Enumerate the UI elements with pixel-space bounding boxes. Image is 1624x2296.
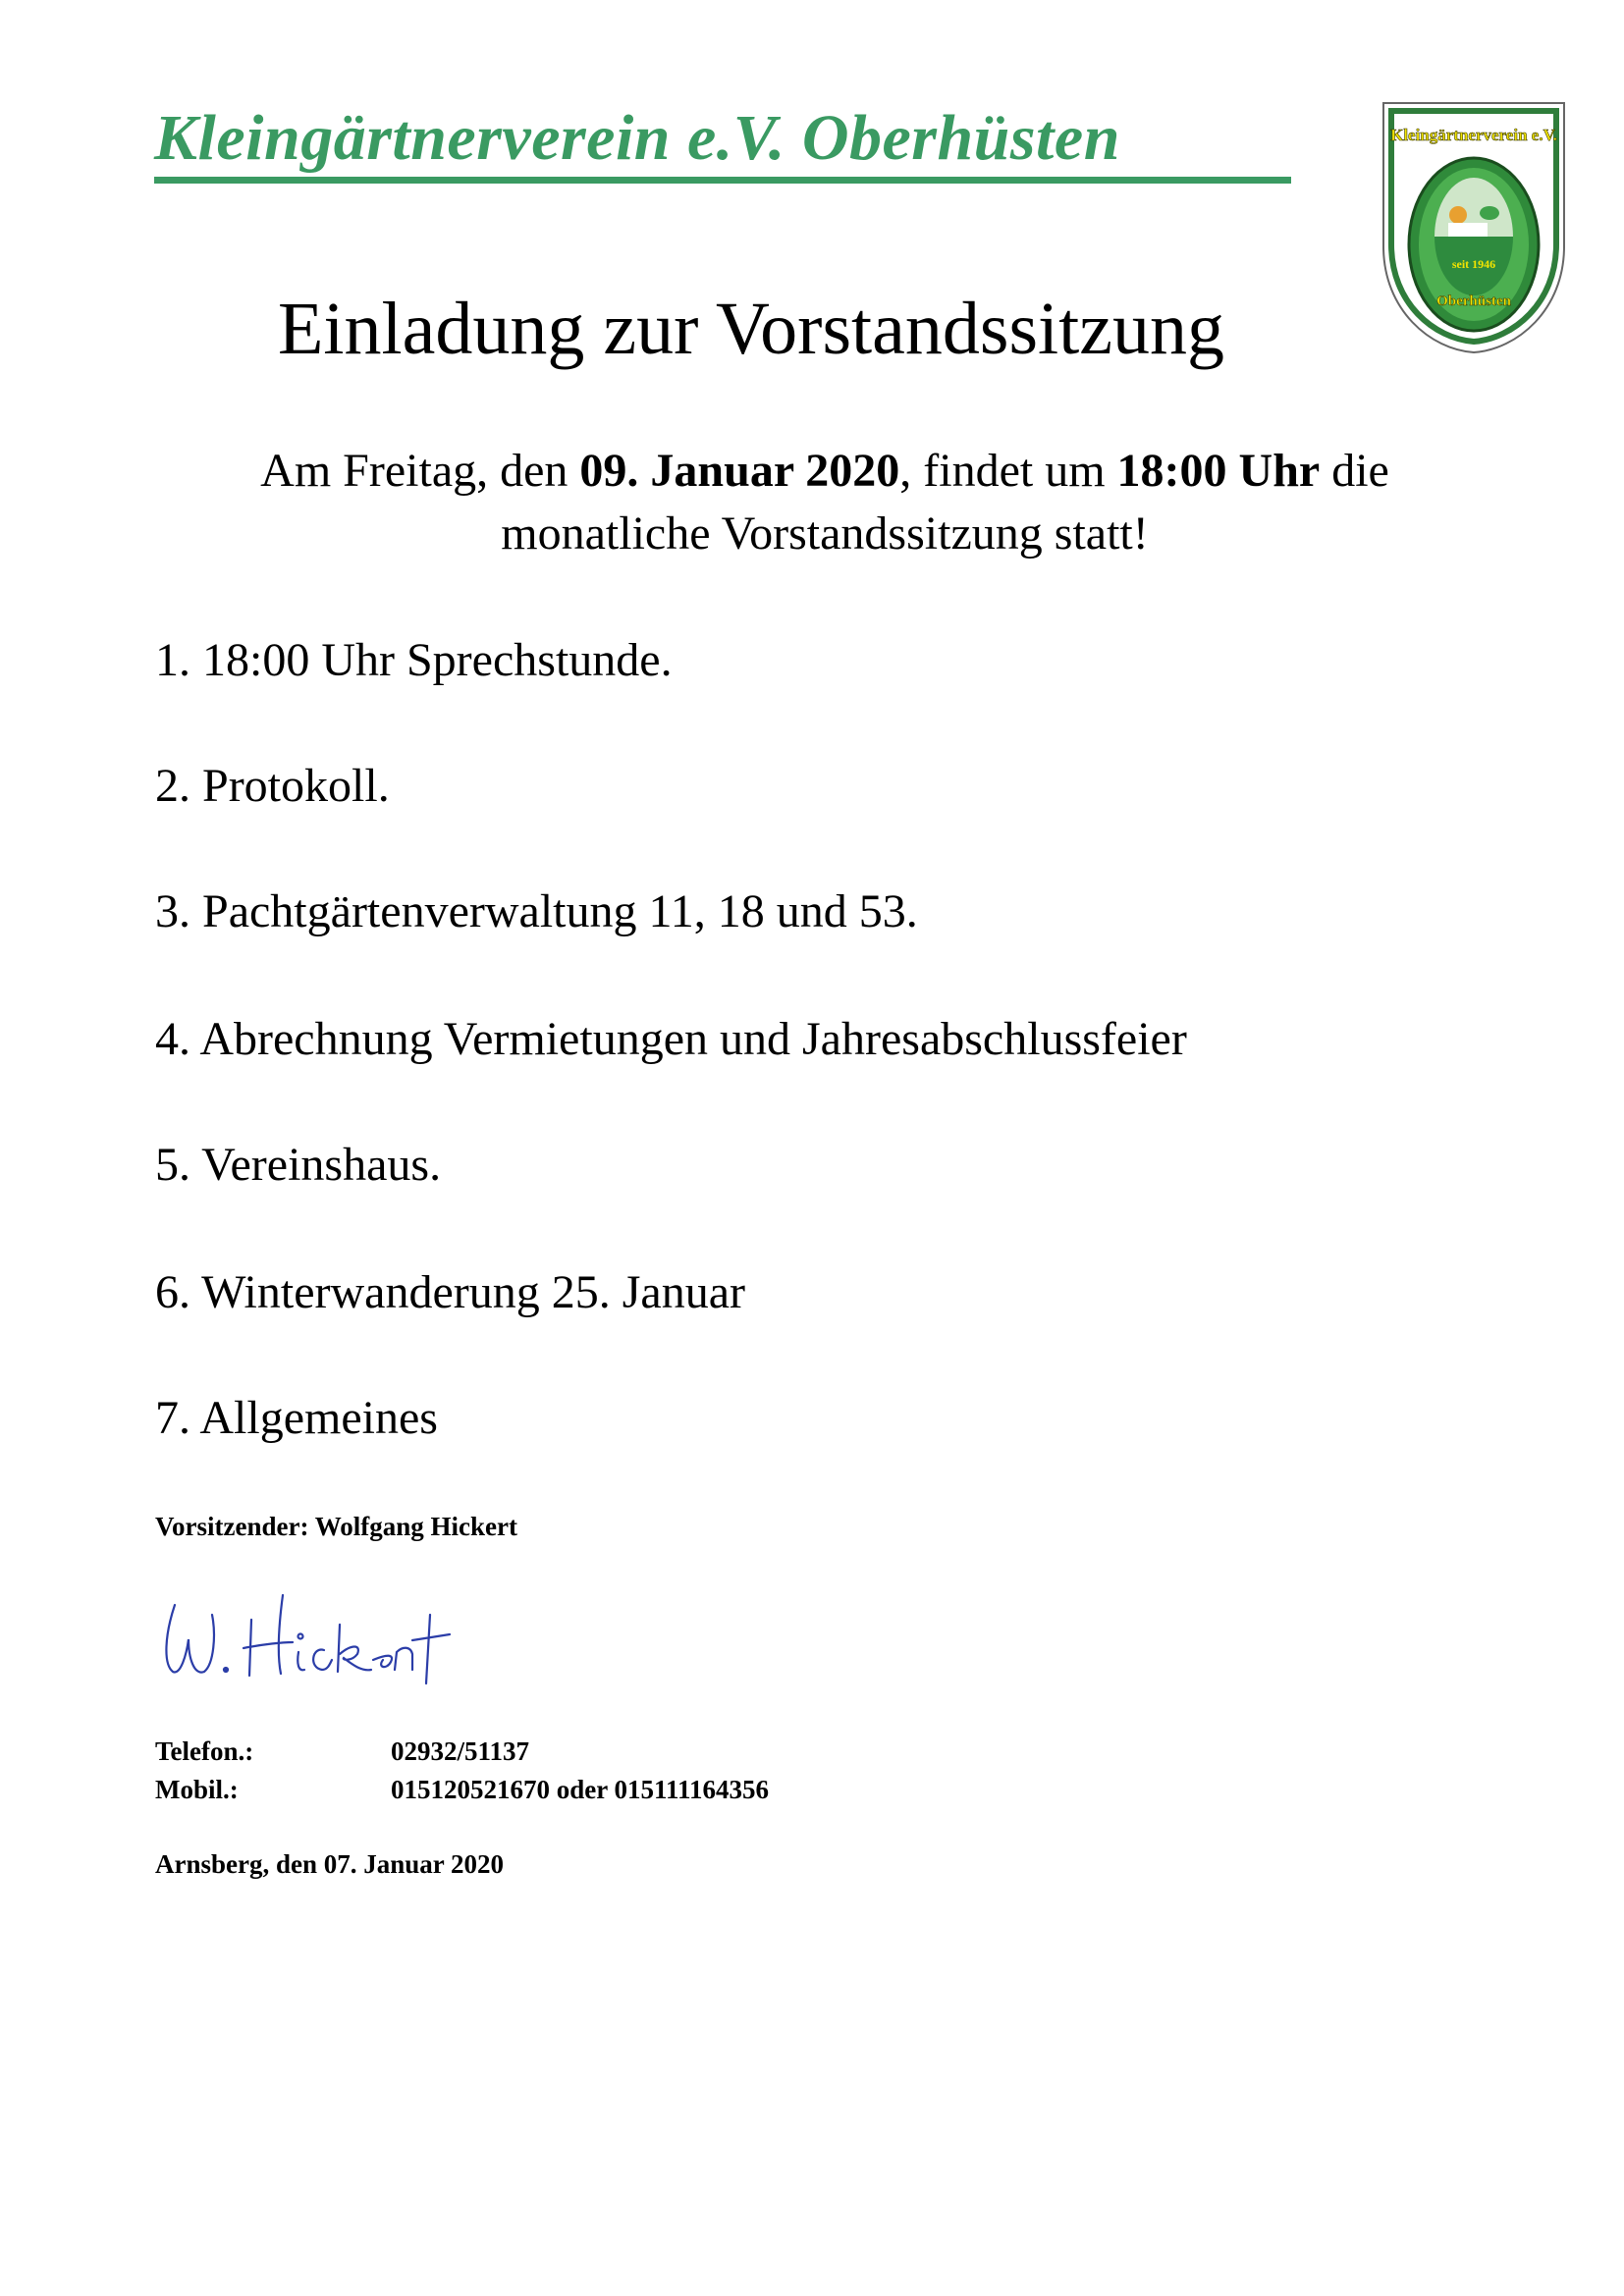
meeting-date: 09. Januar 2020 [579, 445, 900, 497]
meeting-time: 18:00 Uhr [1116, 445, 1321, 497]
svg-text:Kleingärtnerverein e.V.: Kleingärtnerverein e.V. [1390, 126, 1557, 144]
agenda-item: 7. Allgemeines [155, 1392, 438, 1444]
intro-paragraph [137, 440, 1512, 565]
signature [155, 1585, 469, 1693]
title-underline [154, 177, 1291, 184]
phone-value: 02932/51137 [391, 1736, 530, 1766]
chairman-label: Vorsitzender: Wolfgang Hickert [155, 1512, 517, 1541]
page-title: Einladung zur Vorstandssitzung [278, 288, 1224, 370]
agenda-item: 1. 18:00 Uhr Sprechstunde. [155, 634, 673, 686]
intro-line-1: Am Freitag, den 09. Januar 2020, findet um 18:00 Uhr die [260, 445, 1389, 497]
svg-text:Oberhüsten: Oberhüsten [1436, 294, 1511, 309]
agenda-item: 5. Vereinshaus. [155, 1139, 442, 1191]
agenda-item: 3. Pachtgärtenverwaltung 11, 18 und 53. [155, 885, 918, 937]
organization-title: Kleingärtnerverein e.V. Oberhüsten [154, 102, 1120, 174]
svg-text:seit 1946: seit 1946 [1451, 257, 1496, 271]
agenda-item: 4. Abrechnung Vermietungen und Jahresabschlussfeier [155, 1013, 1187, 1065]
phone-label: Telefon.: [155, 1736, 254, 1766]
agenda-item: 2. Protokoll. [155, 760, 390, 812]
mobile-value: 015120521670 oder 015111164356 [391, 1775, 770, 1804]
place-date: Arnsberg, den 07. Januar 2020 [155, 1849, 505, 1879]
agenda-item: 6. Winterwanderung 25. Januar [155, 1266, 746, 1318]
intro-line-2: monatliche Vorstandssitzung statt! [501, 507, 1149, 560]
mobile-label: Mobil.: [155, 1775, 239, 1804]
